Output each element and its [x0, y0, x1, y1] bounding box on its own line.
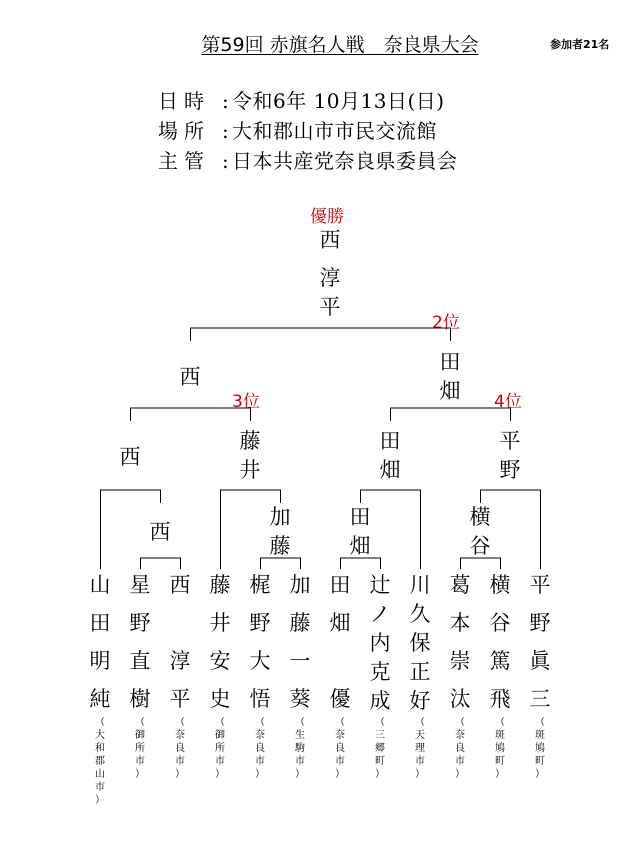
- player-affiliation: （ 奈 良 市 ）: [335, 717, 345, 780]
- player-affiliation: （ 生 駒 市 ）: [295, 717, 305, 780]
- player-name: 川 久 保 正 好: [409, 573, 431, 713]
- player-name: 横 谷 篤 飛: [489, 573, 511, 711]
- player-name: 平 野 眞 三: [529, 573, 551, 711]
- page-title: 第59回 赤旗名人戦 奈良県大会: [201, 34, 479, 56]
- player-affiliation: （ 奈 良 市 ）: [175, 717, 185, 780]
- info-separator: :: [222, 89, 230, 113]
- player-name: 梶 野 大 悟: [249, 573, 271, 711]
- player-name: 西 淳 平: [169, 573, 191, 711]
- player-name: 田 畑 優: [329, 573, 351, 711]
- bracket-line-semi-right: [391, 408, 511, 421]
- rank-third-label: 3位: [232, 392, 260, 412]
- info-value: 日本共産党奈良県委員会: [232, 149, 458, 173]
- bracket-line-final: [191, 328, 451, 341]
- winner-r16-4: 横 谷: [469, 505, 491, 558]
- info-label: 日時: [158, 89, 210, 113]
- player-name: 加 藤 一 葵: [289, 573, 311, 711]
- participant-count: 参加者21名: [550, 38, 610, 51]
- player-name: 山 田 明 純: [89, 573, 111, 711]
- player-affiliation: （ 斑 鳩 町 ）: [535, 717, 545, 780]
- rank-first-label: 優勝: [310, 207, 344, 227]
- winner-semi-right: 田 畑: [439, 350, 461, 403]
- player-name: 辻 ノ 内 克 成: [369, 573, 391, 713]
- winner-qf-3: 田 畑: [379, 429, 401, 482]
- info-separator: :: [222, 149, 230, 173]
- player-affiliation: （ 奈 良 市 ）: [255, 717, 265, 780]
- info-label: 場所: [158, 119, 210, 143]
- player-name: 藤 井 安 史: [209, 573, 231, 711]
- info-value: 令和6年 10月13日(日): [232, 89, 445, 113]
- player-affiliation: （ 御 所 市 ）: [135, 717, 145, 780]
- winner-r16-1: 西: [149, 520, 171, 544]
- bracket-line-semi-left: [131, 408, 251, 421]
- winner-qf-4: 平 野: [499, 429, 521, 482]
- rank-fourth-label: 4位: [494, 392, 522, 412]
- info-value: 大和郡山市市民交流館: [232, 119, 437, 143]
- winner-r16-3: 田 畑: [349, 505, 371, 558]
- bracket-line-r16-1: [141, 558, 181, 569]
- info-label: 主管: [158, 149, 210, 173]
- rank-second-label: 2位: [432, 313, 460, 333]
- player-affiliation: （ 天 理 市 ）: [415, 717, 425, 780]
- player-affiliation: （ 三 郷 町 ）: [375, 717, 385, 780]
- player-affiliation: （ 御 所 市 ）: [215, 717, 225, 780]
- player-affiliation: （ 奈 良 市 ）: [455, 717, 465, 780]
- info-separator: :: [222, 119, 230, 143]
- winner-qf-1: 西: [119, 445, 141, 469]
- player-name: 葛 本 崇 汰: [449, 573, 471, 711]
- player-name: 星 野 直 樹: [129, 573, 151, 711]
- player-affiliation: （ 斑 鳩 町 ）: [495, 717, 505, 780]
- champion-name: 西 淳 平: [319, 228, 341, 319]
- winner-semi-left: 西: [179, 365, 201, 389]
- winner-r16-2: 加 藤: [269, 505, 291, 558]
- player-affiliation: （ 大 和 郡 山 市 ）: [95, 717, 105, 806]
- winner-qf-2: 藤 井: [239, 429, 261, 482]
